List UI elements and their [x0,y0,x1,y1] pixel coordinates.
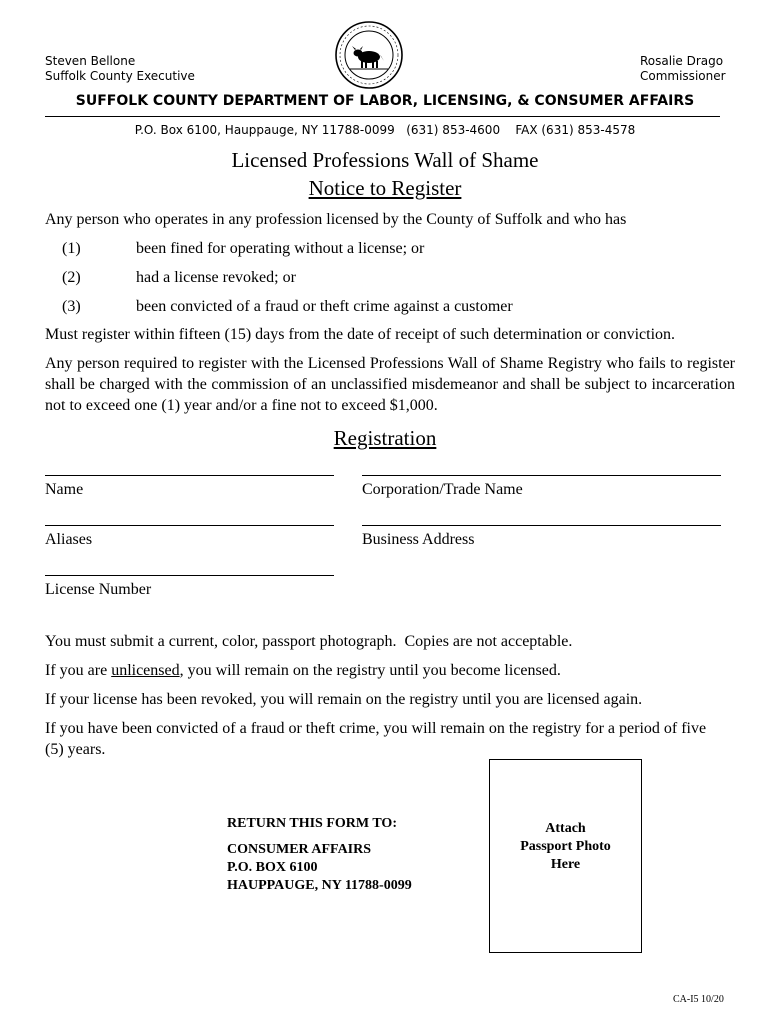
executive-block [45,54,195,84]
revoked-instruction: If your license has been revoked, you will remain on the registry until you are licensed again. [45,691,643,708]
business-address-label: Business Address [362,531,475,548]
license-number-field-line[interactable] [45,575,334,576]
unlicensed-instruction: If you are unlicensed, you will remain on the registry until you become licensed. [45,662,561,679]
photo-box-line-1: Attach [545,821,586,836]
condition-number: (2) [62,269,81,286]
registration-heading: Registration [333,426,437,450]
photo-instruction: You must submit a current, color, passport photograph. Copies are not acceptable. [45,633,573,650]
intro-text: Any person who operates in any profession licensed by the County of Suffolk and who has [45,211,627,228]
return-heading: RETURN THIS FORM TO: [227,816,397,831]
convicted-instruction: If you have been convicted of a fraud or theft crime, you will remain on the registry for a period of five (5) years. [45,720,707,758]
condition-number: (1) [62,240,81,257]
name-label: Name [45,481,84,498]
license-number-label: License Number [45,581,152,598]
return-line-1: CONSUMER AFFAIRS [227,842,372,857]
commissioner-name: Rosalie Drago [640,54,724,68]
commissioner-title: Commissioner [640,69,726,83]
name-field-line[interactable] [45,475,334,476]
condition-2 [62,267,296,288]
condition-3 [62,296,513,317]
executive-title: Suffolk County Executive [45,69,195,83]
condition-text: been fined for operating without a license; or [136,240,425,257]
passport-photo-box [489,759,642,953]
return-line-3: HAUPPAUGE, NY 11788-0099 [227,878,412,893]
form-code: CA-I5 10/20 [673,994,724,1005]
condition-1 [62,238,424,259]
photo-box-line-3: Here [550,857,581,872]
department-address: P.O. Box 6100, Hauppauge, NY 11788-0099 (631) 853-4600 FAX (631) 853-4578 [134,123,636,137]
business-address-field-line[interactable] [362,525,721,526]
must-register-text: Must register within fifteen (15) days from the date of receipt of such determination or conviction. [45,326,676,343]
county-seal-icon [334,20,404,90]
return-address [227,841,412,895]
return-line-2: P.O. BOX 6100 [227,860,318,875]
corp-name-label: Corporation/Trade Name [362,481,523,498]
page-title: Licensed Professions Wall of Shame [231,148,539,172]
condition-number: (3) [62,298,81,315]
condition-text: had a license revoked; or [136,269,296,286]
commissioner-block [640,54,726,84]
header-divider [45,116,720,117]
corp-name-field-line[interactable] [362,475,721,476]
photo-box-line-2: Passport Photo [520,839,611,854]
penalty-text: Any person required to register with the Licensed Professions Wall of Shame Registry who fails to register shall be charged with the commission of an unclassified misdemeanor and shall be subject to incarceration not to exceed one (1) year and/or a fine not to exceed $1,000. [45,355,735,414]
department-name: SUFFOLK COUNTY DEPARTMENT OF LABOR, LICENSING, & CONSUMER AFFAIRS [75,93,695,109]
aliases-field-line[interactable] [45,525,334,526]
executive-name: Steven Bellone [45,54,136,68]
aliases-label: Aliases [45,531,93,548]
page-subtitle: Notice to Register [308,176,462,200]
condition-text: been convicted of a fraud or theft crime against a customer [136,298,513,315]
